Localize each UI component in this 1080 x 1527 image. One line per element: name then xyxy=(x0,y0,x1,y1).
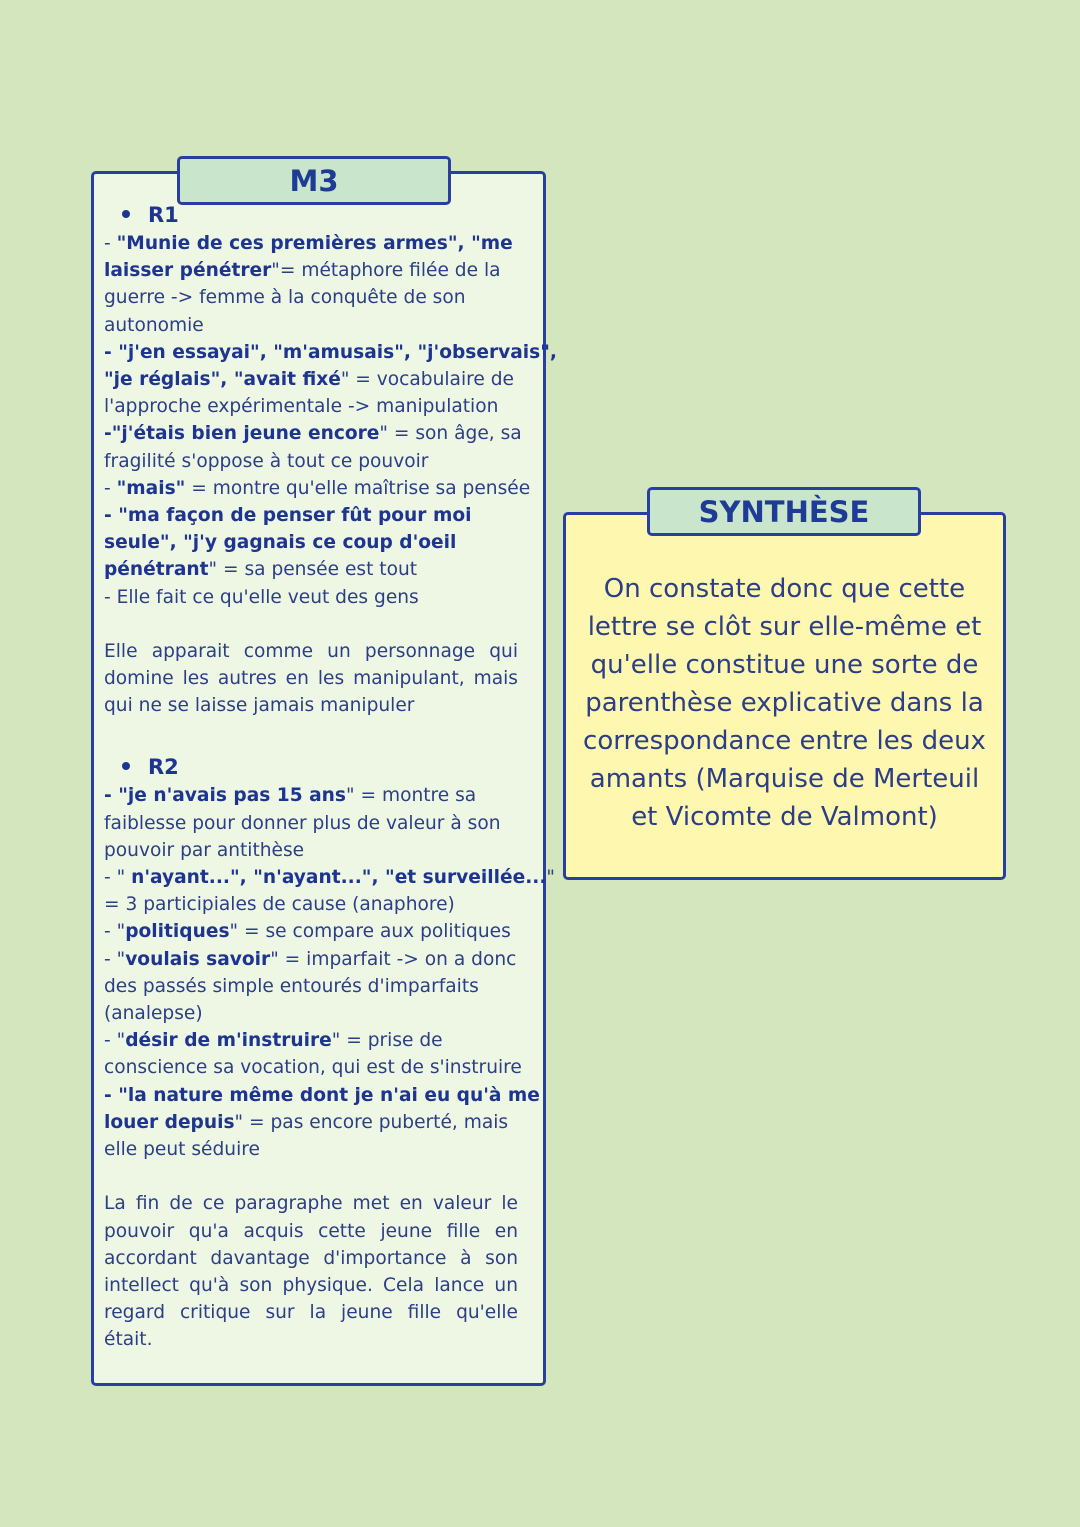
r2-line xyxy=(104,946,518,973)
synthese-line: qu'elle constitue une sorte de xyxy=(590,650,979,680)
r1-line xyxy=(104,393,518,420)
r1-line xyxy=(104,448,518,475)
r1-line xyxy=(104,475,531,502)
bullet-dot-icon xyxy=(122,762,130,770)
comment-text: - " xyxy=(104,948,126,970)
quote-text: "Munie de ces premières armes", "me xyxy=(116,233,513,254)
comment-text: " = montre sa xyxy=(346,785,477,807)
r1-line xyxy=(104,556,518,583)
comment-text: des passés simple entourés d'imparfaits xyxy=(104,975,479,997)
r2-line xyxy=(104,1136,518,1163)
synthese-text xyxy=(563,570,1006,836)
synthese-title-tab xyxy=(647,487,921,536)
synthese-line: correspondance entre les deux xyxy=(583,726,986,756)
quote-text: -"j'étais bien jeune encore xyxy=(104,423,380,445)
r2-summary: La fin de ce paragraphe met en valeur le pouvoir qu'a acquis cette jeune fille en accordant davantage d'importance à son intellect qu'à son physique. Cela lance un regard critique sur la jeune fille qu'elle était. xyxy=(104,1193,518,1351)
comment-text: " = pas encore puberté, mais xyxy=(234,1111,509,1133)
r2-line xyxy=(104,837,518,864)
comment-text: conscience sa vocation, qui est de s'instruire xyxy=(104,1057,522,1079)
quote-text: pénétrant xyxy=(104,559,209,581)
m3-title-tab xyxy=(177,156,451,205)
r1-line xyxy=(104,529,518,556)
r2-line xyxy=(104,1027,518,1054)
r2-line xyxy=(104,1000,518,1027)
r2-line xyxy=(104,864,555,891)
r2-lines xyxy=(104,782,555,1163)
comment-text: = 3 participiales de cause (anaphore) xyxy=(104,894,455,916)
synthese-title: SYNTHÈSE xyxy=(698,494,870,529)
comment-text: - " xyxy=(104,867,132,889)
quote-text: "je réglais", "avait fixé xyxy=(104,369,341,391)
comment-text: - xyxy=(104,477,117,499)
r1-heading xyxy=(104,200,518,230)
comment-text: autonomie xyxy=(104,314,204,336)
r1-line xyxy=(104,366,518,393)
r1-line xyxy=(104,502,518,529)
comment-text: fragilité s'oppose à tout ce pouvoir xyxy=(104,450,429,472)
comment-text: " = imparfait -> on a donc xyxy=(270,948,517,970)
bullet-dot-icon xyxy=(122,210,130,218)
comment-text: guerre -> femme à la conquête de son xyxy=(104,287,466,309)
r2-line xyxy=(104,1109,518,1136)
r2-line xyxy=(104,918,518,945)
quote-text: n'ayant...", "n'ayant...", "et surveillée... xyxy=(131,867,547,889)
quote-text: voulais savoir xyxy=(125,948,271,970)
quote-text: laisser pénétrer xyxy=(104,260,272,282)
r2-line xyxy=(104,973,518,1000)
comment-text: " = vocabulaire de xyxy=(340,369,514,391)
comment-text: elle peut séduire xyxy=(104,1139,260,1161)
r2-line xyxy=(104,1082,540,1109)
quote-text: - "ma façon de penser fût pour moi xyxy=(104,505,472,527)
comment-text: faiblesse pour donner plus de valeur à son xyxy=(104,812,501,834)
comment-text: (analepse) xyxy=(104,1003,203,1025)
r1-line xyxy=(104,284,518,311)
comment-text: " = prise de xyxy=(331,1030,443,1052)
quote-text: - "la nature même dont je n'ai eu qu'à me xyxy=(104,1084,540,1106)
synthese-line: On constate donc que cette xyxy=(603,574,966,604)
r2-line xyxy=(104,782,518,809)
r1-line xyxy=(104,339,557,366)
r1-label: R1 xyxy=(148,203,179,227)
r1-line xyxy=(104,257,518,284)
comment-text: - " xyxy=(104,1030,126,1052)
r2-label: R2 xyxy=(148,755,179,780)
r2-line xyxy=(104,891,518,918)
r2-heading xyxy=(104,752,518,782)
synthese-line: amants (Marquise de Merteuil xyxy=(589,764,980,794)
quote-text: politiques xyxy=(125,921,230,943)
r1-summary: Elle apparait comme un personnage qui domine les autres en les manipulant, mais qui ne se laisse jamais manipuler xyxy=(104,640,518,717)
r1-line xyxy=(104,230,518,257)
comment-text: = montre qu'elle maîtrise sa pensée xyxy=(185,477,531,499)
r1-line xyxy=(104,584,518,611)
synthese-line: lettre se clôt sur elle-même et xyxy=(587,612,982,642)
comment-text: " = son âge, sa xyxy=(379,423,522,445)
quote-text: - "je n'avais pas 15 ans xyxy=(104,785,346,807)
r1-line xyxy=(104,312,518,339)
comment-text: pouvoir par antithèse xyxy=(104,839,305,861)
quote-text: - "j'en essayai", "m'amusais", "j'observais", xyxy=(104,341,557,363)
r2-line xyxy=(104,810,518,837)
synthese-line: et Vicomte de Valmont) xyxy=(631,802,938,832)
r1-line xyxy=(104,420,522,447)
r1-lines xyxy=(104,230,557,611)
comment-text: " xyxy=(546,867,555,889)
quote-text: "mais" xyxy=(116,477,186,499)
comment-text: - " xyxy=(104,921,126,943)
comment-text: " = sa pensée est tout xyxy=(208,559,418,581)
r2-line xyxy=(104,1054,522,1081)
comment-text: " = se compare aux politiques xyxy=(229,921,511,943)
quote-text: seule", "j'y gagnais ce coup d'oeil xyxy=(104,532,457,554)
m3-content xyxy=(104,200,557,1354)
comment-text: - xyxy=(104,233,117,254)
m3-title: M3 xyxy=(289,163,339,198)
quote-text: désir de m'instruire xyxy=(125,1030,332,1052)
comment-text: l'approche expérimentale -> manipulation xyxy=(104,396,499,418)
synthese-line: parenthèse explicative dans la xyxy=(585,688,984,718)
comment-text: - Elle fait ce qu'elle veut des gens xyxy=(104,586,419,608)
comment-text: "= métaphore filée de la xyxy=(271,260,501,282)
quote-text: louer depuis xyxy=(104,1111,235,1133)
